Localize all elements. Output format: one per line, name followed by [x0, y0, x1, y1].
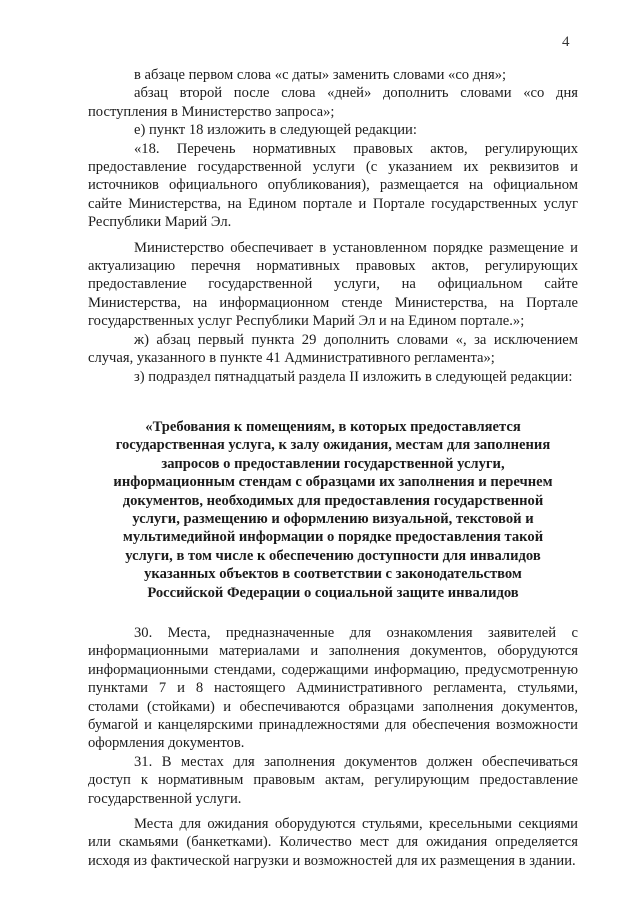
paragraph: е) пункт 18 изложить в следующей редакции: [134, 122, 417, 139]
heading-line: «Требования к помещениям, в которых предоставляется [145, 418, 521, 435]
paragraph: 31. В местах для заполнения документов должен обеспечиваться доступ к нормативным правовым актам, регулирующим предоставление государственной услуги. [88, 753, 578, 807]
heading-line: государственная услуга, к залу ожидания, местам для заполнения [115, 437, 551, 454]
heading-line: услуги, размещению и оформлению визуальной, текстовой и [132, 510, 534, 527]
section-heading [88, 418, 578, 602]
paragraph: Места для ожидания оборудуются стульями, кресельными секциями или скамьями (банкетками). Количество мест для ожидания определяется исходя из фактической нагрузки и возможностей для их размещения в здании. [88, 816, 578, 869]
paragraph: «18. Перечень нормативных правовых актов, регулирующих предоставление государственной услуги (с указанием их реквизитов и источников официального опубликования), размещается на официальном сайте Министерства, на Едином портале и Портале государственных услуг Республики Марий Эл. [88, 140, 578, 231]
heading-line: информационным стендам с образцами их заполнения и перечнем [113, 474, 553, 491]
document-body [88, 66, 578, 870]
heading-line: Российской Федерации о социальной защите инвалидов [147, 584, 519, 601]
paragraph: абзац второй после слова «дней» дополнить словами «со дня поступления в Министерство запроса»; [88, 85, 578, 120]
paragraph: в абзаце первом слова «с даты» заменить словами «со дня»; [134, 67, 507, 83]
heading-line: услуги, в том числе к обеспечению доступности для инвалидов [125, 547, 541, 564]
heading-line: указанных объектов в соответствии с законодательством [144, 566, 522, 583]
page-number: 4 [562, 34, 570, 50]
paragraph: з) подраздел пятнадцатый раздела II изложить в следующей редакции: [134, 368, 573, 385]
heading-line: документов, необходимых для предоставления государственной [122, 492, 544, 509]
paragraph: 30. Места, предназначенные для ознакомления заявителей с информационными материалами и заполнения документов, оборудуются информационными стендами, содержащими информацию, предусмотренную пунктами 7 и 8 настоящего Административного регламента, стульями, столами (стойками) и обеспечиваются образцами заполнения документов, бумагой и канцелярскими принадлежностями для обеспечения возможности оформления документов. [88, 624, 578, 752]
paragraph: ж) абзац первый пункта 29 дополнить словами «, за исключением случая, указанного в пункте 41 Административного регламента»; [88, 331, 578, 367]
paragraph: Министерство обеспечивает в установленном порядке размещение и актуализацию перечня нормативных правовых актов, регулирующих предоставление государственной услуги, на официальном сайте Министерства, на информационном стенде Министерства, на Портале государственных услуг Республики Марий Эл и на Едином портале.»; [88, 239, 578, 330]
heading-line: мультимедийной информации о порядке предоставления такой [122, 529, 544, 546]
heading-line: запросов о предоставлении государственной услуги, [161, 455, 505, 472]
